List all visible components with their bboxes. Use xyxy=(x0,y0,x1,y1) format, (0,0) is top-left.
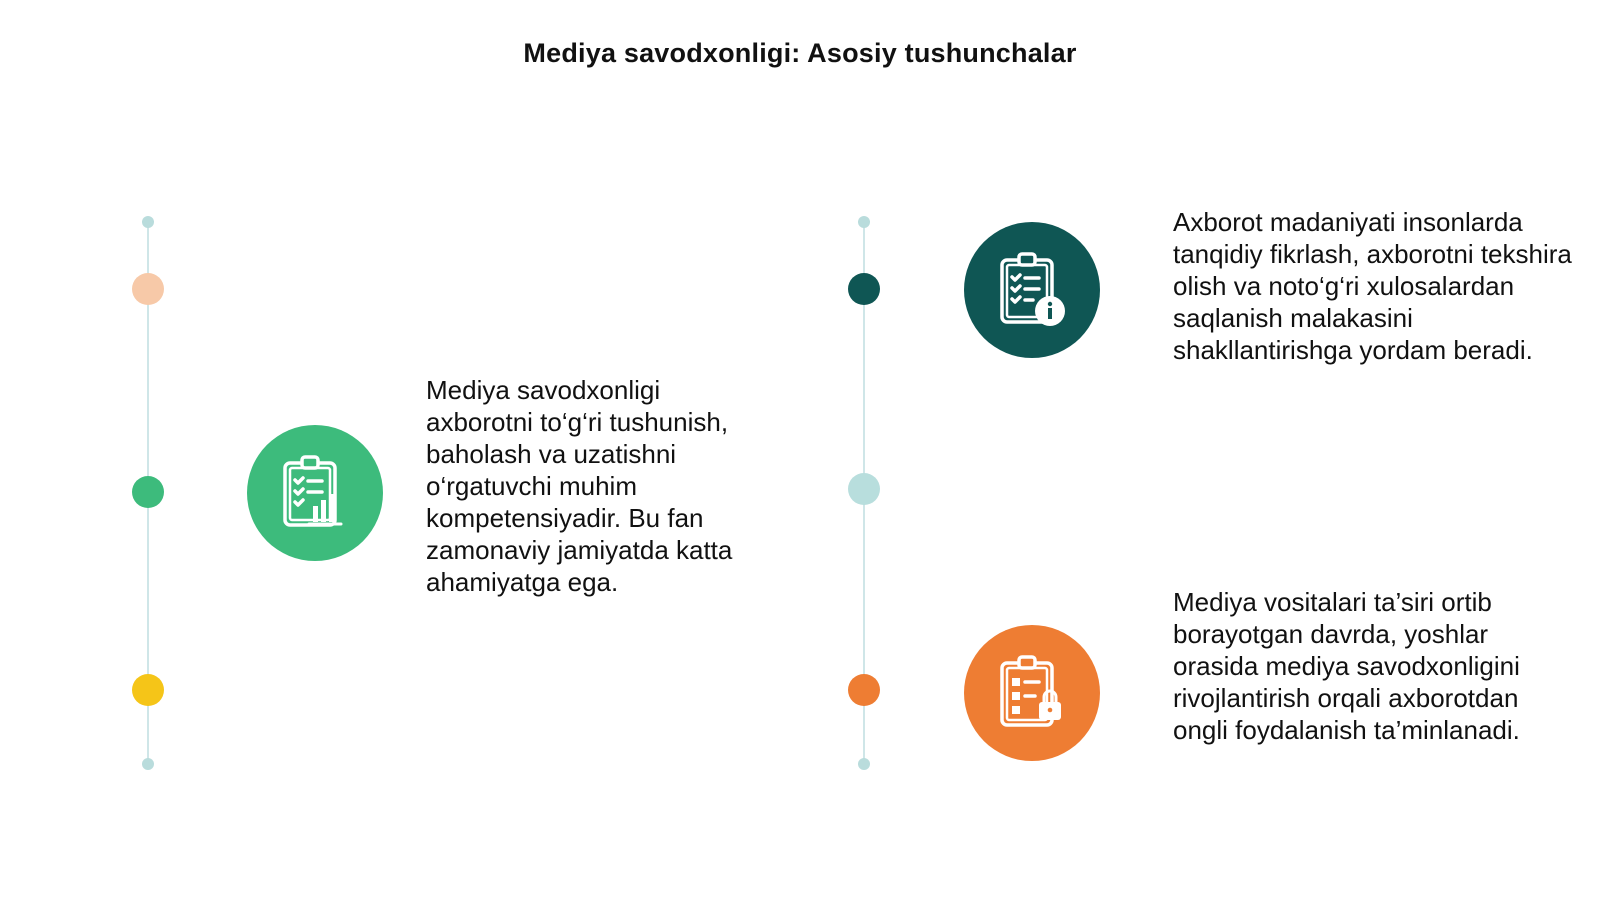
right-timeline-top-cap xyxy=(858,216,870,228)
left-timeline-node-yellow xyxy=(132,674,164,706)
left-timeline-bottom-cap xyxy=(142,758,154,770)
clipboard-info-icon xyxy=(964,222,1100,358)
page-title: Mediya savodxonligi: Asosiy tushunchalar xyxy=(523,38,1077,68)
left-timeline-top-cap xyxy=(142,216,154,228)
left-timeline-node-green xyxy=(132,476,164,508)
right-timeline-node-dark-teal xyxy=(848,273,880,305)
right-timeline-node-light-teal xyxy=(848,473,880,505)
item-2-text: Axborot madaniyati insonlarda tanqidiy fikrlash, axborotni tekshira olish va noto‘g‘ri xulosalardan saqlanish malakasini shakllantirishga yordam beradi. xyxy=(1173,207,1572,365)
clipboard-lock-icon xyxy=(964,625,1100,761)
left-timeline-node-peach xyxy=(132,273,164,305)
item-3-text: Mediya vositalari ta’siri ortib borayotgan davrda, yoshlar orasida mediya savodxonligini rivojlantirish orqali axborotdan ongli foydalanish ta’minlanadi. xyxy=(1173,587,1520,745)
right-timeline-bottom-cap xyxy=(858,758,870,770)
right-timeline-node-orange xyxy=(848,674,880,706)
clipboard-chart-icon xyxy=(247,425,383,561)
item-1-text: Mediya savodxonligi axborotni to‘g‘ri tushunish, baholash va uzatishni o‘rgatuvchi muhim kompetensiyadir. Bu fan zamonaviy jamiyatda katta ahamiyatga ega. xyxy=(426,375,733,597)
